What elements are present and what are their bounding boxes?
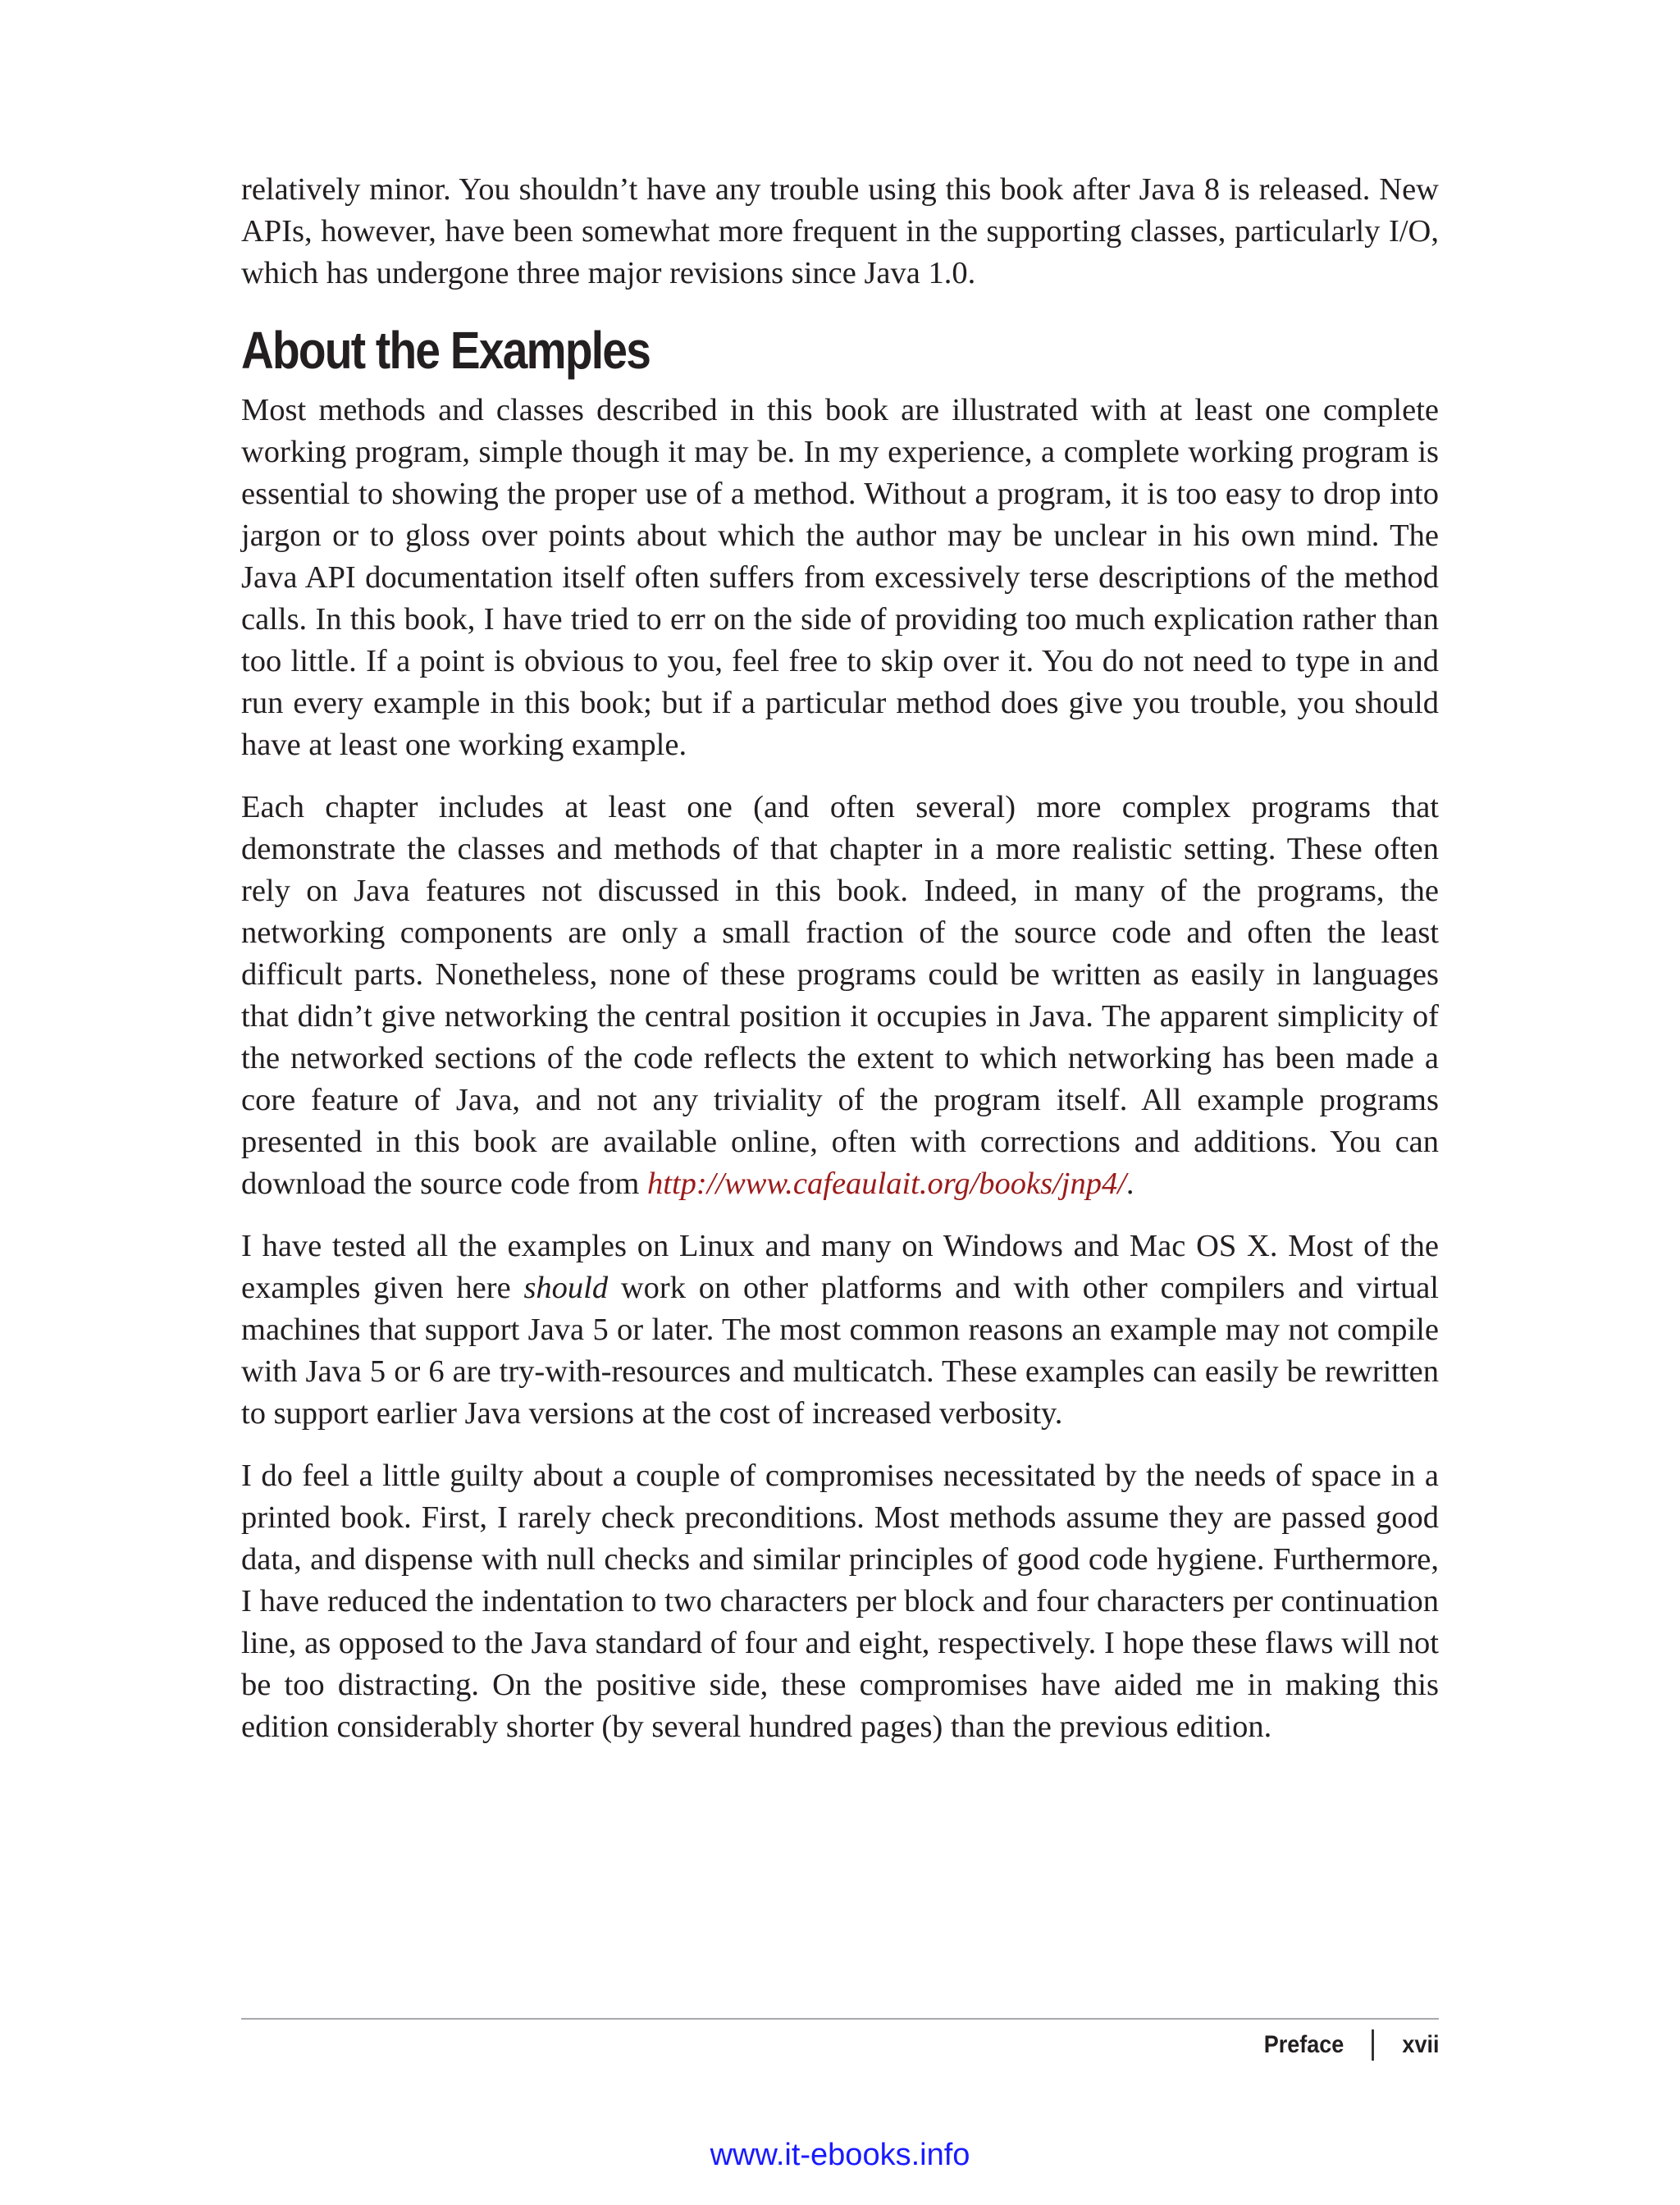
paragraph-2-end: . xyxy=(1125,1166,1134,1201)
footer-separator xyxy=(1372,2029,1374,2061)
paragraph-3-text: I have tested all the examples on Linux and many on Windows and Mac OS X. Most of the examples given here xyxy=(241,1229,1439,1305)
source-code-link[interactable]: http://www.cafeaulait.org/books/jnp4/ xyxy=(647,1166,1126,1201)
paragraph-examples-3 xyxy=(241,1226,1439,1435)
page-body xyxy=(241,169,1439,1769)
footer-page-number: xvii xyxy=(1401,2031,1439,2058)
section-title: About the Examples xyxy=(241,321,651,380)
emphasis-should: should xyxy=(523,1271,609,1305)
paragraph-examples-1: Most methods and classes described in this book are illustrated with at least one complete working program, simple though it may be. In my experience, a complete working program is essential to showing the proper use of a method. Without a program, it is too easy to drop into jargon or to gloss over points about which the author may be unclear in his own mind. The Java API documentation itself often suffers from excessively terse descriptions of the method calls. In this book, I have tried to err on the side of providing too much explication rather than too little. If a point is obvious to you, feel free to skip over it. You do not need to type in and run every example in this book; but if a particular method does give you trouble, you should have at least one working example. xyxy=(241,393,1439,762)
paragraph-examples-2 xyxy=(241,787,1439,1205)
paragraph-examples-4: I do feel a little guilty about a couple of compromises necessitated by the needs of space in a printed book. First, I rarely check preconditions. Most methods assume they are passed good data, and dispense with null checks and similar principles of good code hygiene. Furthermore, I have reduced the indentation to two characters per block and four characters per continuation line, as opposed to the Java standard of four and eight, respectively. I hope these flaws will not be too distracting. On the positive side, these compromises have aided me in making this edition considerably shorter (by several hundred pages) than the previous edition. xyxy=(241,1459,1439,1744)
paragraph-2-text: Each chapter includes at least one (and often several) more complex programs that demonstrate the classes and methods of that chapter in a more realistic setting. These often rely on Java features not discussed in this book. Indeed, in many of the programs, the networking components are only a small fraction of the source code and often the least difficult parts. Nonetheless, none of these programs could be written as easily in languages that didn’t give networking the central position it occupies in Java. The apparent simplicity of the networked sections of the code reflects the extent to which networking has been made a core feature of Java, and not any triviality of the program itself. All example programs presented in this book are available online, often with corrections and additions. You can download the source code from xyxy=(241,790,1439,1201)
footer-section-label: Preface xyxy=(1263,2031,1344,2058)
page-footer xyxy=(1263,2029,1439,2061)
intro-paragraph: relatively minor. You shouldn’t have any trouble using this book after Java 8 is released. New APIs, however, have been somewhat more frequent in the supporting classes, particularly I/O, which has undergone three major revisions since Java 1.0. xyxy=(241,172,1439,290)
paragraph-3-rest: work on other platforms and with other compilers and virtual machines that support Java 5 or later. The most common reasons an example may not compile with Java 5 or 6 are try-with-resources and multicatch. These examples can easily be rewritten to support earlier Java versions at the cost of increased verbosity. xyxy=(241,1271,1440,1431)
watermark-link[interactable]: www.it-ebooks.info xyxy=(710,2138,970,2172)
footer-divider xyxy=(241,2018,1439,2020)
